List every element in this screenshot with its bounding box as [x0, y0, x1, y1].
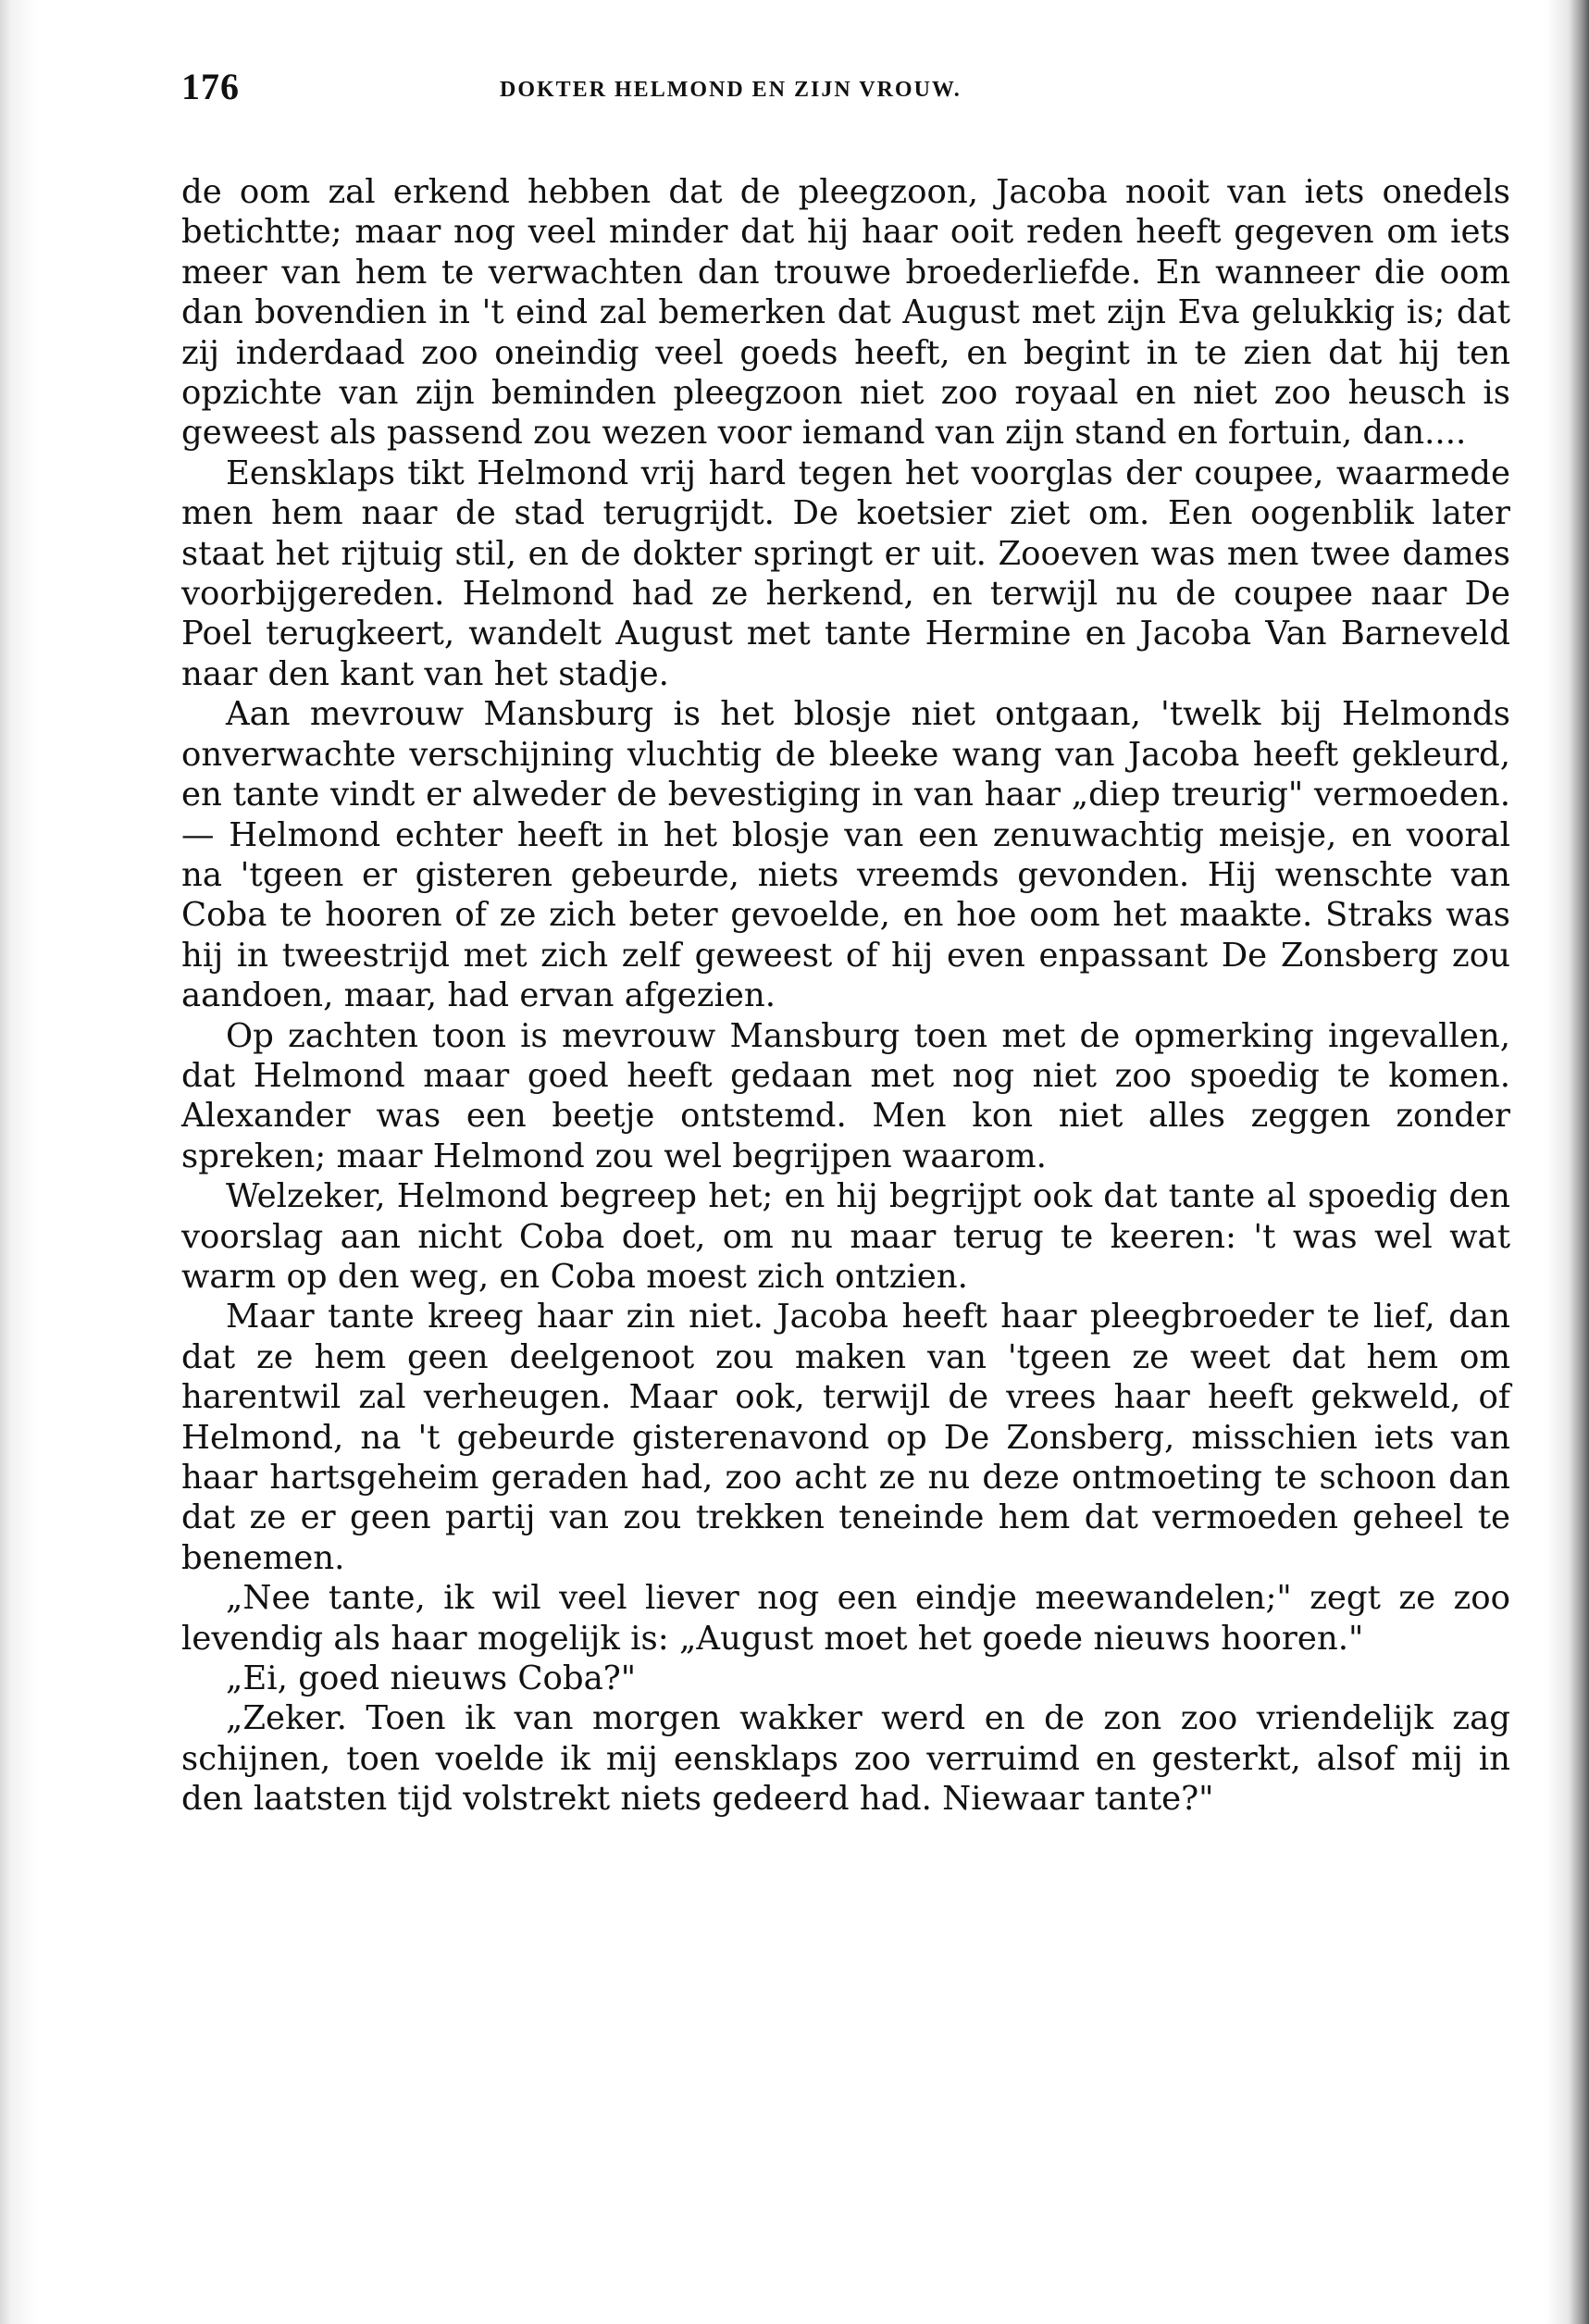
paragraph-6: Maar tante kreeg haar zin niet. Jacoba heeft haar pleegbroeder te lief, dan dat ze hem geen deelgenoot zou maken van 'tgeen ze weet dat hem om harentwil zal verheugen. Maar ook, terwijl de vrees haar heeft gekweld, of Helmond, na 't gebeurde gisterenavond op De Zonsberg, misschien iets van haar hartsgeheim geraden had, zoo acht ze nu deze ontmoeting te schoon dan dat ze er geen partij van zou trekken teneinde hem dat vermoeden geheel te benemen.: [181, 1298, 1510, 1577]
paragraph-1: de oom zal erkend hebben dat de pleegzoon, Jacoba nooit van iets onedels betichtte; maar nog veel minder dat hij haar ooit reden heeft gegeven om iets meer van hem te verwachten dan trouwe broederliefde. En wanneer die oom dan bovendien in 't eind zal bemerken dat August met zijn Eva gelukkig is; dat zij inderdaad zoo oneindig veel goeds heeft, en begint in te zien dat hij ten opzichte van zijn beminden pleegzoon niet zoo royaal en niet zoo heusch is geweest als passend zou wezen voor iemand van zijn stand en fortuin, dan....: [181, 173, 1510, 453]
body-text: [181, 172, 1510, 1820]
page-number: 176: [181, 66, 240, 107]
paragraph-8: „Ei, goed nieuws Coba?": [226, 1659, 637, 1698]
paragraph-3: Aan mevrouw Mansburg is het blosje niet ontgaan, 'twelk bij Helmonds onverwachte verschijning vluchtig de bleeke wang van Jacoba heeft gekleurd, en tante vindt er alweder de bevestiging in van haar „diep treurig" vermoeden. — Helmond echter heeft in het blosje van een zenuwachtig meisje, en vooral na 'tgeen er gisteren gebeurde, niets vreemds gevonden. Hij wenschte van Coba te hooren of ze zich beter gevoelde, en hoe oom het maakte. Straks was hij in tweestrijd met zich zelf geweest of hij even enpassant De Zonsberg zou aandoen, maar, had ervan afgezien.: [181, 695, 1510, 1015]
running-title: DOKTER HELMOND EN ZIJN VROUW.: [500, 78, 962, 102]
scan-left-edge: [0, 0, 37, 2324]
running-head: [181, 65, 1510, 120]
paragraph-4: Op zachten toon is mevrouw Mansburg toen met de opmerking ingevallen, dat Helmond maar goed heeft gedaan met nog niet zoo spoedig te komen. Alexander was een beetje ontstemd. Men kon niet alles zeggen zonder spreken; maar Helmond zou wel begrijpen waarom.: [181, 1016, 1510, 1175]
paragraph-7: „Nee tante, ik wil veel liever nog een eindje meewandelen;" zegt ze zoo levendig als haar mogelijk is: „August moet het goede nieuws hooren.": [181, 1579, 1510, 1658]
paragraph-2: Eensklaps tikt Helmond vrij hard tegen het voorglas der coupee, waarmede men hem naar de stad terugrijdt. De koetsier ziet om. Een oogenblik later staat het rijtuig stil, en de dokter springt er uit. Zooeven was men twee dames voorbijgereden. Helmond had ze herkend, en terwijl nu de coupee naar De Poel terugkeert, wandelt August met tante Hermine en Jacoba Van Barneveld naar den kant van het stadje.: [181, 454, 1510, 693]
paragraph-9: „Zeker. Toen ik van morgen wakker werd en de zon zoo vriendelijk zag schijnen, toen voelde ik mij eensklaps zoo verruimd en gesterkt, alsof mij in den laatsten tijd volstrekt niets gedeerd had. Niewaar tante?": [181, 1699, 1510, 1819]
book-page: [181, 65, 1510, 1820]
scan-right-edge: [1546, 0, 1589, 2324]
paragraph-5: Welzeker, Helmond begreep het; en hij begrijpt ook dat tante al spoedig den voorslag aan nicht Coba doet, om nu maar terug te keeren: 't was wel wat warm op den weg, en Coba moest zich ontzien.: [181, 1177, 1510, 1296]
